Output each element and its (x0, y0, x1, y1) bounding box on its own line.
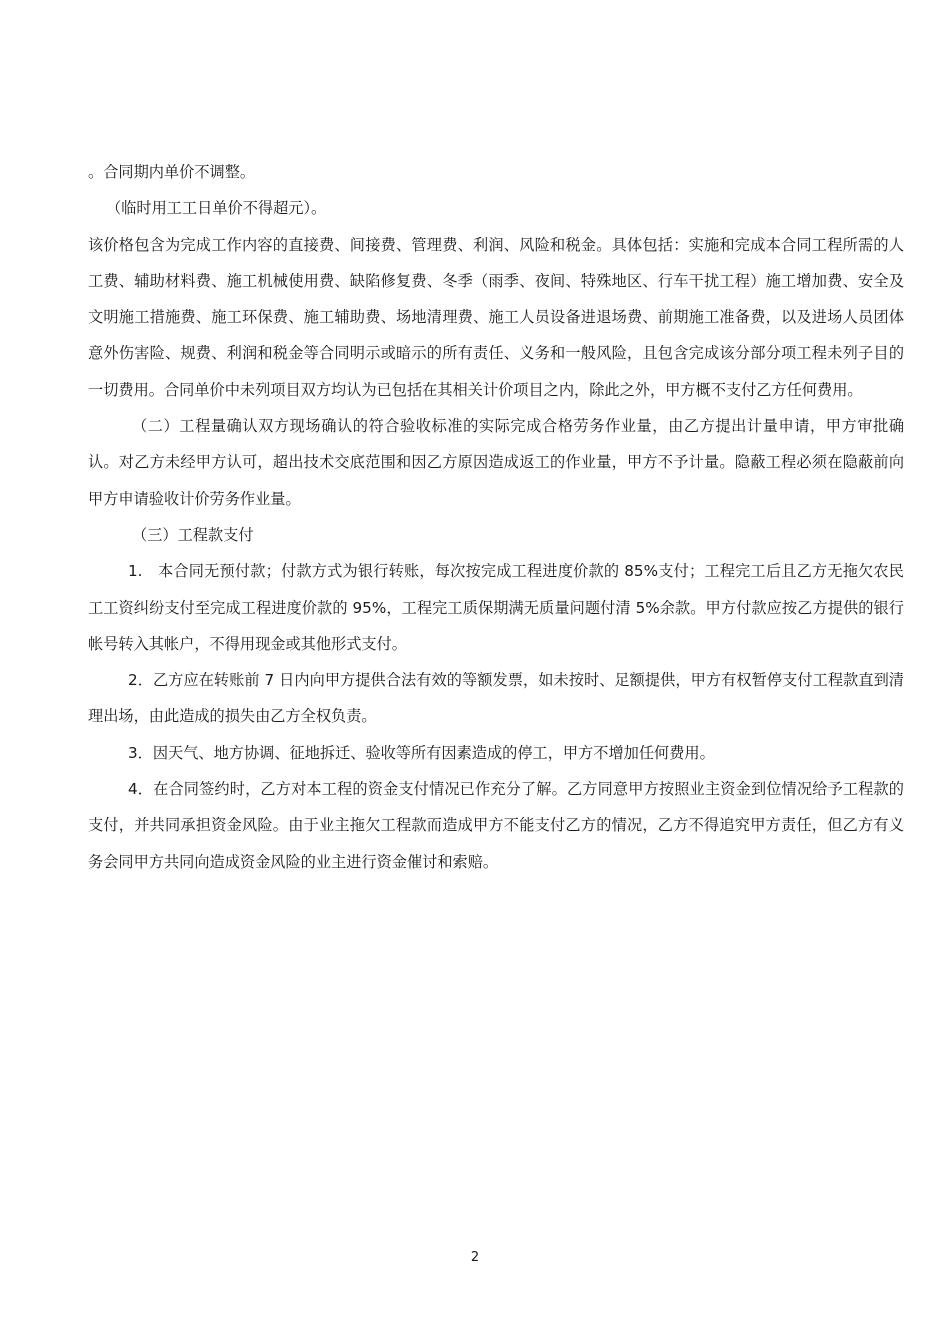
list-item-payment-1: 1. 本合同无预付款；付款方式为银行转账，每次按完成工程进度价款的 85%支付；工程完工后且乙方无拖欠农民工工资纠纷支付至完成工程进度价款的 95%，工程完工质保期满无质量问题付清 5%余款。甲方付款应按乙方提供的银行帐号转入其帐户，不得用现金或其他形式支付。 (88, 562, 904, 653)
paragraph-temporary-labor: （临时用工工日单价不得超元）。 (106, 199, 327, 218)
document-body (88, 154, 904, 880)
list-item-payment-3: 3．因天气、地方协调、征地拆迁、验收等所有因素造成的停工，甲方不增加任何费用。 (128, 743, 715, 762)
paragraph-quantity-confirmation: （二）工程量确认双方现场确认的符合验收标准的实际完成合格劳务作业量，由乙方提出计量申请，甲方审批确认。对乙方未经甲方认可，超出技术交底范围和因乙方原因造成返工的作业量，甲方不予计量。隐蔽工程必须在隐蔽前向甲方申请验收计价劳务作业量。 (88, 417, 904, 508)
paragraph-price-scope: 该价格包含为完成工作内容的直接费、间接费、管理费、利润、风险和税金。具体包括：实施和完成本合同工程所需的人工费、辅助材料费、施工机械使用费、缺陷修复费、冬季（雨季、夜间、特殊地区、行车干扰工程）施工增加费、安全及文明施工措施费、施工环保费、施工辅助费、场地清理费、施工人员设备进退场费、前期施工准备费，以及进场人员团体意外伤害险、规费、利润和税金等合同明示或暗示的所有责任、义务和一般风险，且包含完成该分部分项工程未列子目的一切费用。合同单价中未列项目双方均认为已包括在其相关计价项目之内，除此之外，甲方概不支付乙方任何费用。 (88, 235, 904, 399)
page-number: 2 (470, 1250, 480, 1265)
section-heading-payment: （三）工程款支付 (132, 525, 254, 544)
list-item-payment-4: 4．在合同签约时，乙方对本工程的资金支付情况已作充分了解。乙方同意甲方按照业主资金到位情况给予工程款的支付，并共同承担资金风险。由于业主拖欠工程款而造成甲方不能支付乙方的情况，乙方不得追究甲方责任，但乙方有义务会同甲方共同向造成资金风险的业主进行资金催讨和索赔。 (88, 780, 904, 871)
list-item-payment-2: 2．乙方应在转账前 7 日内向甲方提供合法有效的等额发票，如未按时、足额提供，甲方有权暂停支付工程款直到清理出场，由此造成的损失由乙方全权负责。 (88, 671, 904, 726)
paragraph-unit-price-note: 。合同期内单价不调整。 (88, 163, 256, 181)
